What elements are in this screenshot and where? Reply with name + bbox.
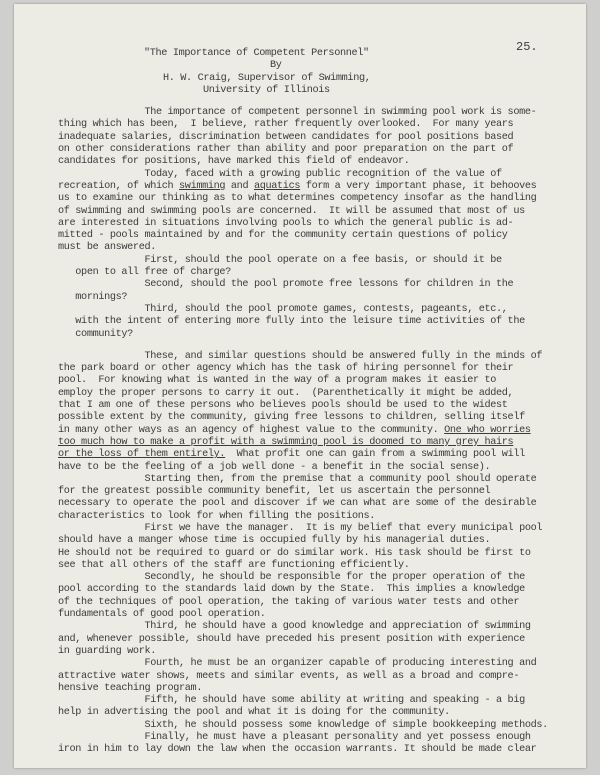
text-line bbox=[58, 181, 550, 193]
text-line: must be answered. bbox=[58, 242, 156, 254]
text-line: candidates for positions, have marked this field of endeavor. bbox=[58, 156, 410, 168]
text-line: These, and similar questions should be answered fully in the minds of bbox=[58, 350, 543, 362]
text-fragment: form a very important phase, it behooves bbox=[300, 180, 537, 192]
text-line: see that all others of the staff are functioning efficiently. bbox=[58, 559, 410, 571]
text-line: inadequate salaries, discrimination between candidates for pool positions based bbox=[58, 131, 514, 143]
text-line: employ the proper persons to carry it out. (Parenthetically it might be added, bbox=[58, 387, 514, 399]
underlined-text: or the loss of them entirely. bbox=[58, 449, 226, 461]
text-line: attractive water shows, meets and similar events, as well as a broad and compre- bbox=[58, 670, 520, 682]
text-line: Finally, he must have a pleasant personality and yet possess enough bbox=[58, 732, 531, 744]
title-line: "The Importance of Competent Personnel" bbox=[144, 48, 369, 59]
text-line: should have a manger whose time is occupied fully by his managerial duties. bbox=[58, 535, 491, 547]
text-line: in guarding work. bbox=[58, 645, 156, 657]
text-line: with the intent of entering more fully into the leisure time activities of the bbox=[58, 316, 525, 328]
text-line: characteristics to look for when filling the positions. bbox=[58, 510, 375, 522]
text-line: help in advertising the pool and what it is doing for the community. bbox=[58, 707, 450, 719]
typed-text bbox=[58, 36, 550, 757]
text-line: Sixth, he should possess some knowledge of simple bookkeeping methods. bbox=[58, 719, 548, 731]
spacer bbox=[58, 97, 550, 107]
text-line: community? bbox=[58, 328, 133, 340]
underlined-word: swimming bbox=[179, 180, 226, 192]
text-line: mitted - pools maintained by and for the community certain questions of policy bbox=[58, 230, 508, 242]
text-line: pool according to the standards laid down by the State. This implies a knowledge bbox=[58, 584, 525, 596]
text-line bbox=[58, 449, 550, 461]
text-line: Third, he should have a good knowledge and appreciation of swimming bbox=[58, 621, 531, 633]
underlined-text: One who worries bbox=[444, 424, 531, 436]
text-fragment: recreation, of which bbox=[58, 180, 180, 192]
text-line bbox=[58, 437, 550, 449]
text-line: on other considerations rather than ability and poor preparation on the part of bbox=[58, 144, 514, 156]
text-line: open to all free of charge? bbox=[58, 267, 231, 279]
text-line: First we have the manager. It is my belief that every municipal pool bbox=[58, 522, 543, 534]
text-line: possible extent by the community, giving free lessons to children, selling itself bbox=[58, 412, 525, 424]
text-fragment: in many other ways as an agency of highest value to the community. bbox=[58, 424, 445, 436]
text-line: Secondly, he should be responsible for the proper operation of the bbox=[58, 572, 525, 584]
text-line: fundamentals of good pool operation. bbox=[58, 609, 266, 621]
text-line: pool. For knowing what is wanted in the way of a program makes it easier to bbox=[58, 375, 497, 387]
document-page bbox=[14, 4, 586, 768]
text-line: and, whenever possible, should have preceded his present position with experience bbox=[58, 633, 525, 645]
title-by: By bbox=[270, 60, 282, 72]
text-line: The importance of competent personnel in swimming pool work is some- bbox=[58, 107, 537, 119]
text-line: Fifth, he should have some ability at writing and speaking - a big bbox=[58, 695, 525, 707]
text-line: that I am one of these persons who believes pools should be used to the widest bbox=[58, 400, 508, 412]
text-line: thing which has been, I believe, rather frequently overlooked. For many years bbox=[58, 119, 514, 131]
text-line: the park board or other agency which has the task of hiring personnel for their bbox=[58, 363, 514, 375]
text-line: iron in him to lay down the law when the occasion warrants. It should be made clear bbox=[58, 744, 537, 756]
underlined-text: too much how to make a profit with a swimming pool is doomed to many grey hairs bbox=[58, 436, 514, 448]
text-line: hensive teaching program. bbox=[58, 682, 203, 694]
text-line: necessary to operate the pool and discover if we can what are some of the desirable bbox=[58, 498, 537, 510]
underlined-word: aquatics bbox=[253, 180, 301, 192]
text-line: Starting then, from the premise that a community pool should operate bbox=[58, 473, 537, 485]
text-line: have to be the feeling of a job well done - a benefit in the social sense). bbox=[58, 461, 491, 473]
text-line: of swimming and swimming pools are concerned. It will be assumed that most of us bbox=[58, 205, 525, 217]
text-line: for the greatest possible community benefit, let us ascertain the personnel bbox=[58, 486, 491, 498]
text-line: Fourth, he must be an organizer capable of producing interesting and bbox=[58, 658, 537, 670]
text-line: are interested in situations involving pools to which the general public is ad- bbox=[58, 217, 514, 229]
text-line: of the techniques of pool operation, the taking of various water tests and other bbox=[58, 596, 520, 608]
text-line: Second, should the pool promote free lessons for children in the bbox=[58, 279, 514, 291]
affiliation-line: University of Illinois bbox=[203, 84, 330, 96]
text-line bbox=[58, 425, 550, 437]
text-line: mornings? bbox=[58, 291, 128, 303]
text-line: First, should the pool operate on a fee basis, or should it be bbox=[58, 254, 502, 266]
page-number: 25. bbox=[516, 40, 538, 54]
text-fragment: and bbox=[225, 180, 254, 192]
author-line: H. W. Craig, Supervisor of Swimming, bbox=[163, 72, 371, 84]
text-line: us to examine our thinking as to what determines competency insofar as the handling bbox=[58, 193, 537, 205]
text-line: Third, should the pool promote games, contests, pageants, etc., bbox=[58, 303, 508, 315]
spacer bbox=[58, 341, 550, 351]
text-line: He should not be required to guard or do similar work. His task should be first to bbox=[58, 547, 531, 559]
text-line: Today, faced with a growing public recognition of the value of bbox=[58, 168, 502, 180]
text-fragment: What profit one can gain from a swimming pool will bbox=[225, 449, 525, 461]
